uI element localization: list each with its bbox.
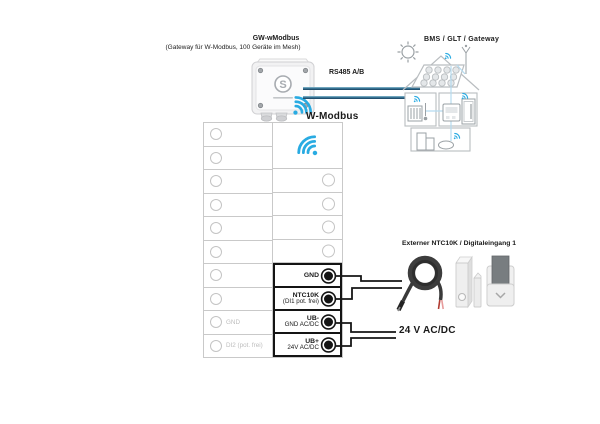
- terminal-circle: [322, 221, 335, 234]
- terminal-connector-icon: [324, 340, 333, 349]
- ntc-cable-sensor: [398, 258, 443, 311]
- terminal-connector-icon: [324, 294, 333, 303]
- terminal-row: [204, 147, 272, 171]
- terminal-circle: [210, 199, 222, 211]
- terminal-circle: [210, 340, 222, 352]
- power-label: 24 V AC/DC: [399, 325, 456, 336]
- wire-ntc10k: [335, 288, 402, 299]
- terminal-label-di2: DI2 (pot. frei): [226, 342, 263, 350]
- terminal-connector-icon: [324, 271, 333, 280]
- terminal-block: [203, 122, 343, 358]
- terminal-circle: [322, 174, 335, 187]
- radiator-icon: [408, 106, 422, 121]
- terminal-circle: [210, 175, 222, 187]
- terminal-cell-label: NTC10K: [292, 291, 319, 299]
- terminal-row: [273, 193, 342, 217]
- terminal-circle: [210, 269, 222, 281]
- wire-gnd: [335, 276, 402, 281]
- terminal-row-di2: [204, 335, 272, 358]
- terminal-row: [273, 216, 342, 240]
- gateway-subtitle: (Gateway für W-Modbus, 100 Geräte im Mesh): [165, 44, 301, 51]
- terminal-column-left: [204, 123, 273, 357]
- key-card-holder: [487, 256, 514, 306]
- terminal-circle: [322, 244, 335, 257]
- terminal-cell-ub-plus: [275, 332, 340, 355]
- terminal-circle: [210, 152, 222, 164]
- external-sensors-illustration: [396, 250, 516, 314]
- terminal-row: [204, 288, 272, 312]
- terminal-cell-gnd: [275, 265, 340, 286]
- wifi-icon: [445, 53, 451, 59]
- terminal-row: [204, 194, 272, 218]
- rs485-label: RS485 A/B: [329, 69, 365, 76]
- terminal-cell-label: UB+: [305, 337, 319, 345]
- terminal-cell-ub-minus: [275, 309, 340, 332]
- terminal-connector-icon: [324, 317, 333, 326]
- terminal-row: [273, 240, 342, 264]
- terminal-column-right: [273, 123, 342, 357]
- terminal-circle: [210, 316, 222, 328]
- connection-terminals: [273, 263, 342, 357]
- solar-panel-icon: [412, 65, 464, 87]
- terminal-circle: [210, 246, 222, 258]
- building-illustration: [395, 40, 485, 152]
- terminal-cell-sublabel: GND AC/DC: [284, 320, 319, 328]
- svg-text:S: S: [279, 79, 287, 91]
- terminal-row: [204, 217, 272, 241]
- terminal-cell-sublabel: 24V AC/DC: [287, 343, 319, 351]
- terminal-row: [204, 170, 272, 194]
- door-contact-sensor: [456, 257, 481, 307]
- gateway-title: GW-wModbus: [252, 35, 300, 42]
- external-sensor-label: Externer NTC10K / Digitaleingang 1: [402, 240, 517, 247]
- terminal-label-gnd: GND: [226, 318, 240, 326]
- terminal-row-gnd: [204, 311, 272, 335]
- terminal-circle: [322, 197, 335, 210]
- terminal-circle: [210, 222, 222, 234]
- terminal-row: [204, 241, 272, 265]
- antenna-icon: [462, 45, 470, 74]
- terminal-row: [273, 169, 342, 193]
- thermostat-icon: [443, 104, 460, 121]
- terminal-circle: [210, 128, 222, 140]
- wmodbus-label: W-Modbus: [306, 111, 359, 122]
- terminal-row: [204, 123, 272, 147]
- wire-ub-plus: [335, 338, 396, 346]
- wire-ub-minus: [335, 323, 396, 332]
- bathtub-icon: [439, 141, 454, 149]
- terminal-cell-label: GND: [303, 271, 319, 279]
- terminal-wifi-cell: [273, 123, 342, 169]
- sun-icon: [398, 42, 419, 63]
- terminal-circle: [210, 293, 222, 305]
- appliance-icon: [462, 99, 475, 124]
- terminal-cell-label: UB-: [306, 314, 319, 322]
- terminal-cell-sublabel: (DI1 pot. frei): [282, 297, 319, 305]
- terminal-cell-ntc10k: [275, 286, 340, 309]
- wifi-icon: [293, 131, 323, 161]
- terminal-row: [204, 264, 272, 288]
- bms-label: BMS / GLT / Gateway: [424, 36, 500, 43]
